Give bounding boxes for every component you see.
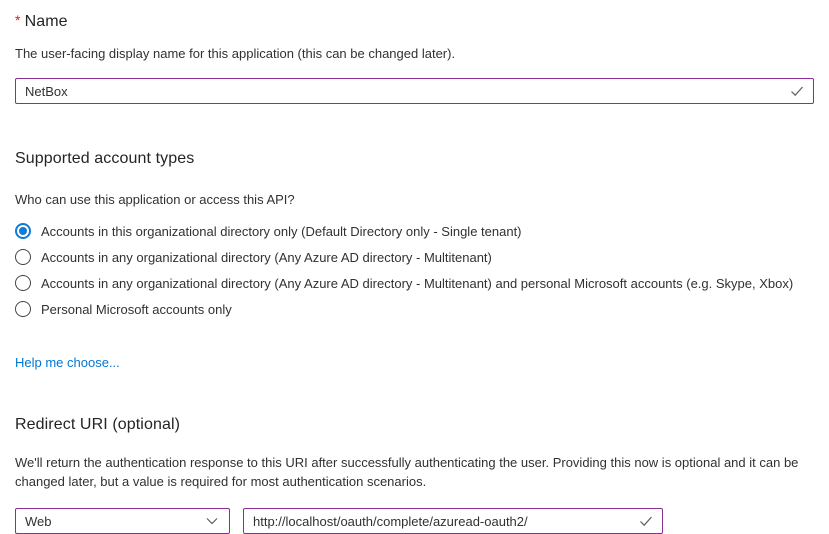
radio-option-label: Accounts in any organizational directory (Any Azure AD directory - Multitenant) and personal Microsoft accounts (e.g. Skype, Xbox)	[41, 275, 794, 291]
radio-button-icon[interactable]	[15, 275, 31, 291]
account-types-title: Supported account types	[15, 150, 195, 167]
radio-option-label: Personal Microsoft accounts only	[41, 301, 232, 317]
radio-option-single-tenant[interactable]	[15, 218, 814, 244]
name-section-title	[15, 12, 814, 31]
chevron-down-icon	[204, 513, 220, 529]
uri-field-wrap	[243, 508, 663, 534]
platform-select[interactable]	[15, 508, 230, 534]
platform-select-value: Web	[25, 513, 52, 529]
name-field-wrap	[15, 78, 814, 104]
radio-button-icon[interactable]	[15, 223, 31, 239]
redirect-uri-description: We'll return the authentication response to this URI after successfully authenticating the user. Providing this now is optional and it can be changed later, but a value is required for most authentication scenarios.	[15, 455, 799, 489]
account-types-question: Who can use this application or access this API?	[15, 192, 295, 207]
help-me-choose-link[interactable]: Help me choose...	[15, 355, 120, 370]
redirect-uri-input[interactable]	[243, 508, 663, 534]
account-types-radio-group	[15, 218, 814, 322]
account-types-section	[15, 150, 814, 372]
redirect-uri-row	[15, 508, 814, 534]
name-input[interactable]	[15, 78, 814, 104]
radio-button-icon[interactable]	[15, 301, 31, 317]
name-description: The user-facing display name for this application (this can be changed later).	[15, 46, 456, 61]
radio-option-personal-only[interactable]	[15, 296, 814, 322]
radio-button-icon[interactable]	[15, 249, 31, 265]
radio-option-multitenant[interactable]	[15, 244, 814, 270]
radio-option-label: Accounts in any organizational directory (Any Azure AD directory - Multitenant)	[41, 249, 492, 265]
radio-option-label: Accounts in this organizational directory only (Default Directory only - Single tenant)	[41, 223, 522, 239]
redirect-uri-section	[15, 416, 814, 534]
radio-option-multitenant-personal[interactable]	[15, 270, 814, 296]
name-section	[15, 12, 814, 104]
required-asterisk: *	[15, 12, 21, 28]
name-title-text: Name	[24, 13, 68, 30]
redirect-uri-title: Redirect URI (optional)	[15, 416, 181, 433]
